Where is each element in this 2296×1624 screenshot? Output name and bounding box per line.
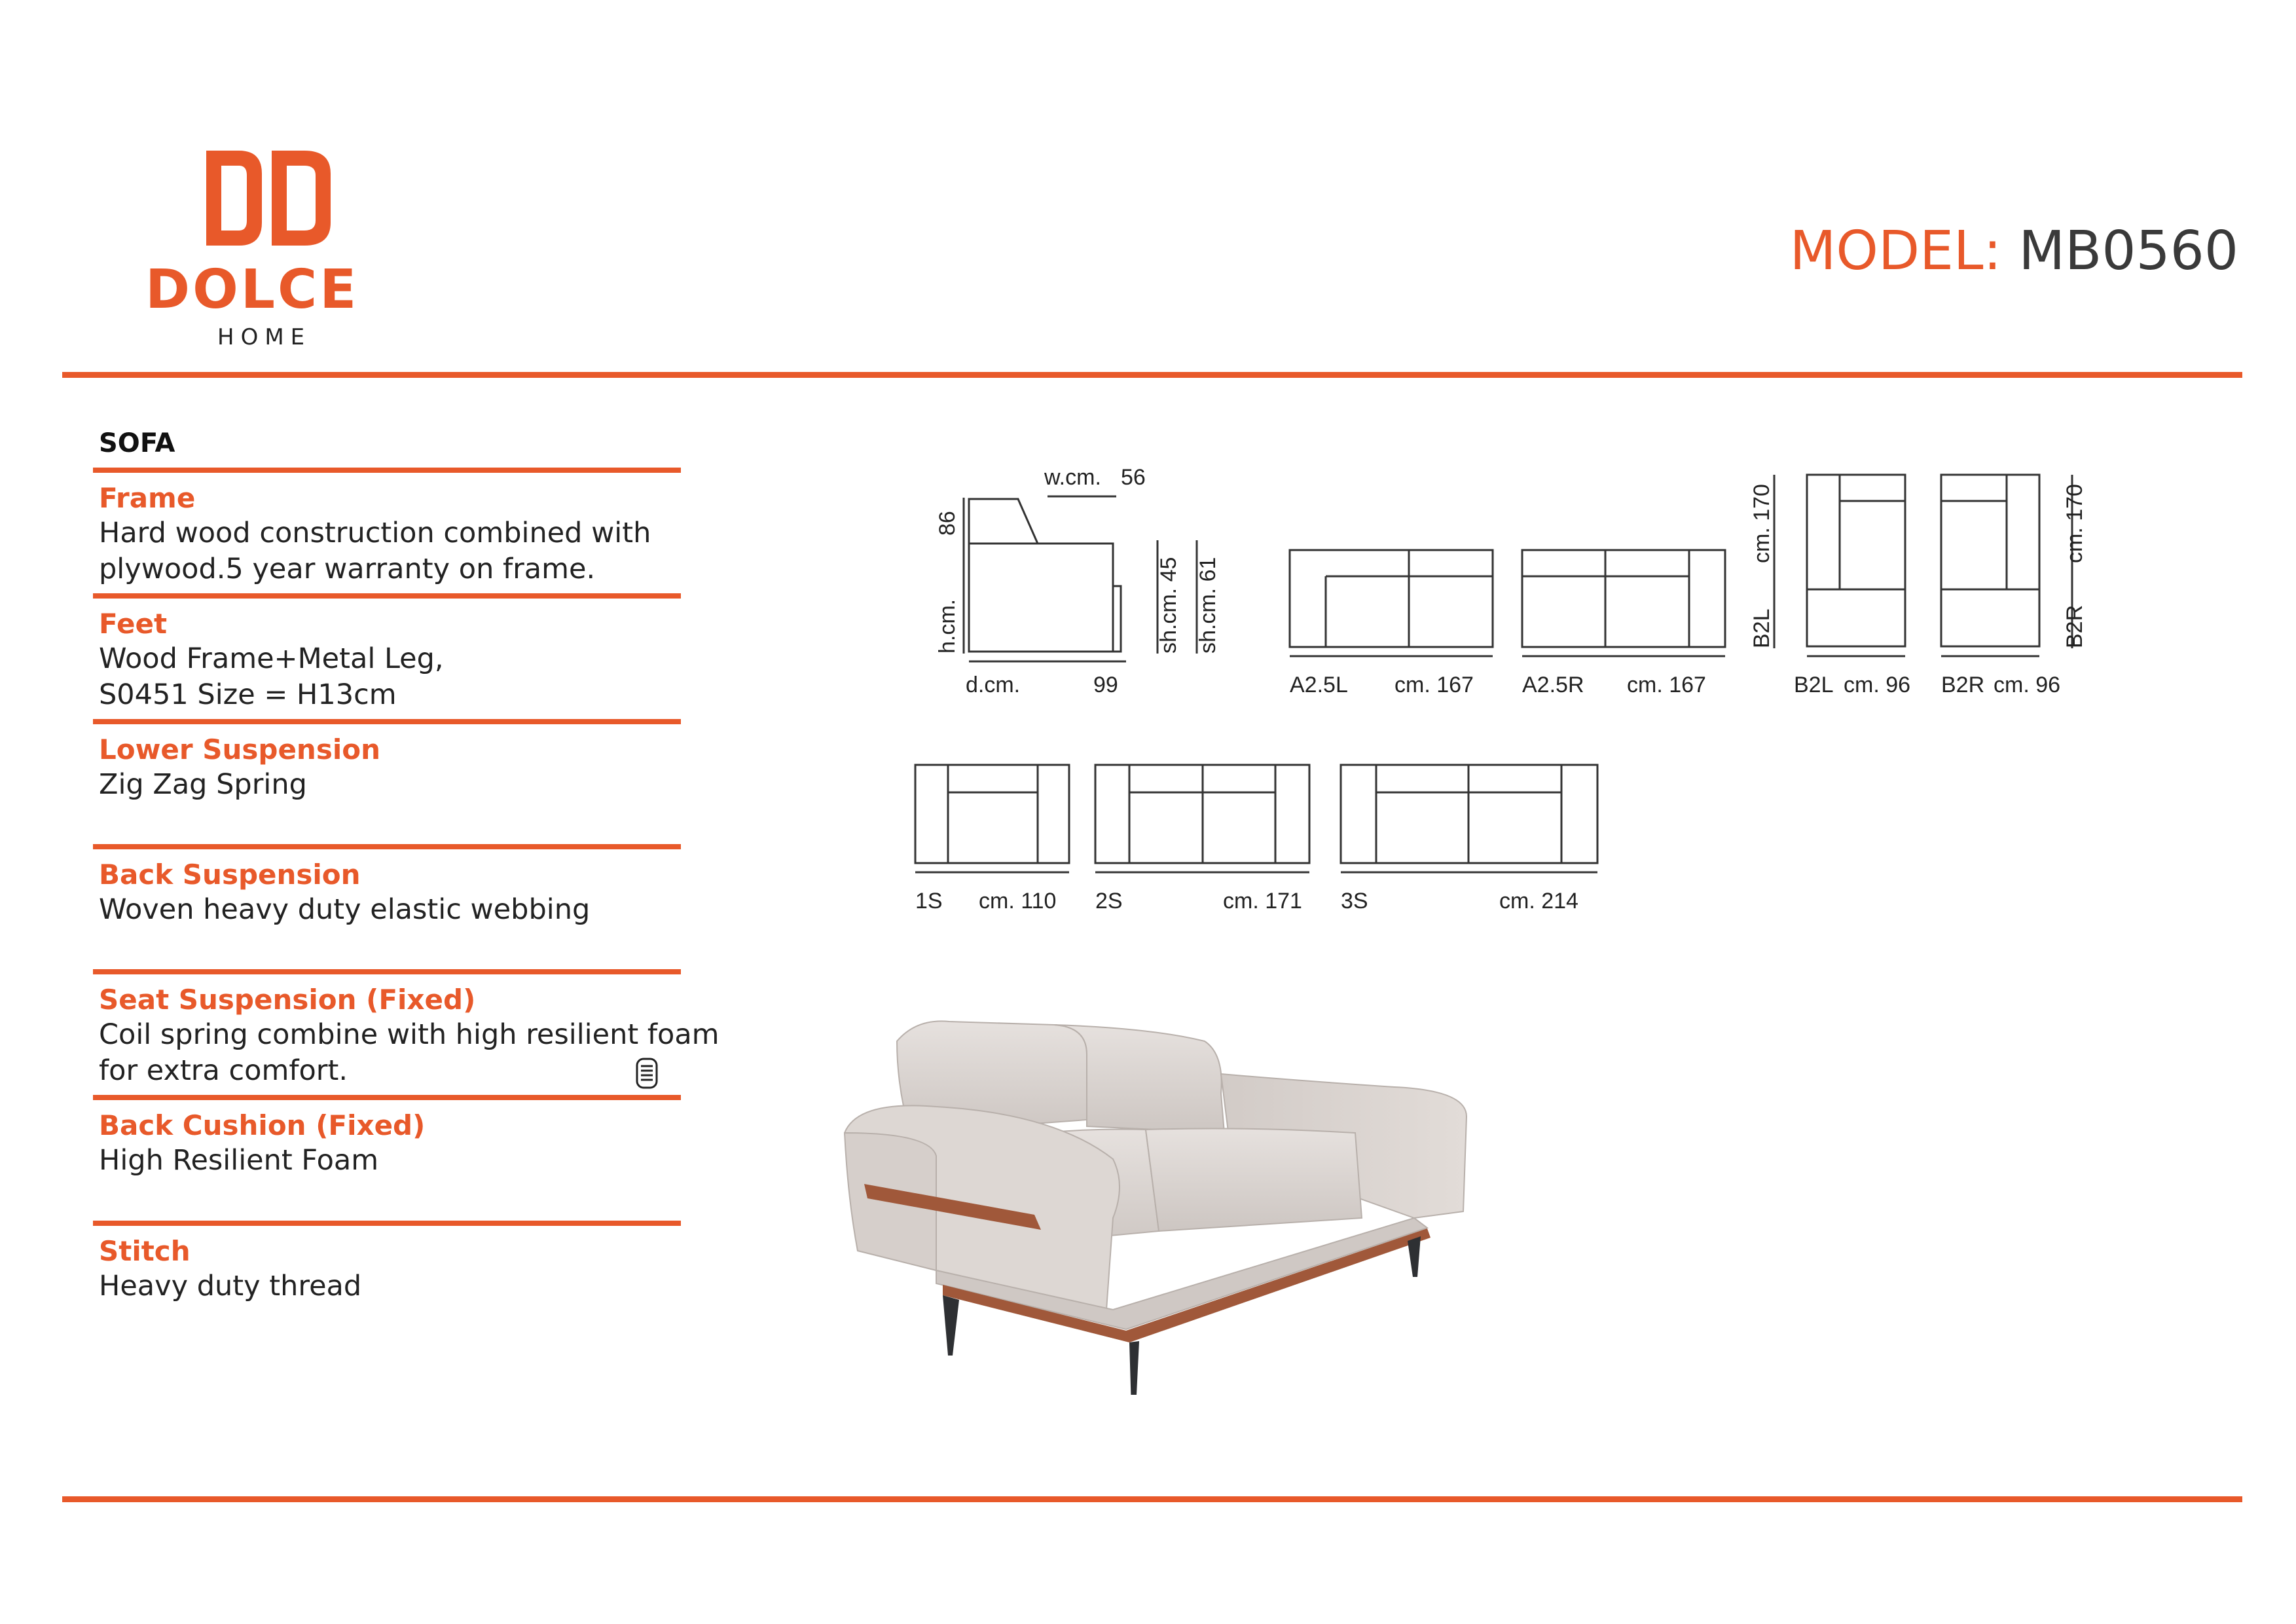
module-code: B2R xyxy=(1941,673,1985,697)
module-size: cm. 167 xyxy=(1394,673,1474,697)
spec-text-seat-suspension-1: Coil spring combine with high resilient foam xyxy=(99,1018,720,1051)
module-3s-drawing xyxy=(1341,765,1597,872)
module-b2r-drawing xyxy=(1941,475,2072,656)
model-heading xyxy=(1790,220,2238,282)
dimension-drawings xyxy=(903,458,2147,930)
spec-divider xyxy=(93,1095,681,1100)
module-code: A2.5L xyxy=(1290,673,1348,697)
module-code: B2L xyxy=(1749,608,1774,648)
dim-seat-height-2: sh.cm. 61 xyxy=(1195,557,1220,654)
spec-title-back-cushion: Back Cushion (Fixed) xyxy=(99,1109,426,1141)
module-code: 1S xyxy=(915,889,943,913)
module-code: A2.5R xyxy=(1522,673,1584,697)
spec-title-feet: Feet xyxy=(99,608,168,640)
spec-divider xyxy=(93,969,681,974)
module-size: cm. 96 xyxy=(1844,673,1911,697)
model-code: MB0560 xyxy=(2018,220,2238,282)
module-code: 2S xyxy=(1095,889,1123,913)
module-code: B2L xyxy=(1794,673,1834,697)
spec-title-stitch: Stitch xyxy=(99,1235,191,1267)
module-1s-drawing xyxy=(915,765,1069,872)
module-a25r-drawing xyxy=(1522,550,1725,656)
spec-text-feet-2: S0451 Size = H13cm xyxy=(99,678,397,711)
spec-title-back-suspension: Back Suspension xyxy=(99,858,361,891)
spec-text-back-cushion: High Resilient Foam xyxy=(99,1144,379,1177)
module-length: cm. 170 xyxy=(1749,484,1774,563)
module-code: 3S xyxy=(1341,889,1368,913)
spec-text-back-suspension: Woven heavy duty elastic webbing xyxy=(99,893,591,926)
spec-text-stitch: Heavy duty thread xyxy=(99,1270,362,1302)
spec-text-seat-suspension-2: for extra comfort. xyxy=(99,1054,348,1087)
brand-logo xyxy=(137,147,399,357)
module-length: cm. 170 xyxy=(2062,484,2087,563)
dim-depth-label: d.cm. xyxy=(966,673,1021,697)
coil-spring-icon xyxy=(635,1057,659,1090)
spec-divider xyxy=(93,468,681,473)
module-size: cm. 110 xyxy=(979,889,1057,913)
module-size: cm. 167 xyxy=(1627,673,1706,697)
model-label: MODEL: xyxy=(1789,220,2002,282)
spec-divider xyxy=(93,593,681,599)
module-size: cm. 171 xyxy=(1223,889,1302,913)
dim-width-value: 56 xyxy=(1121,465,1146,490)
spec-text-frame-1: Hard wood construction combined with xyxy=(99,517,651,549)
category-label: SOFA xyxy=(99,428,175,458)
dim-seat-height-1: sh.cm. 45 xyxy=(1156,557,1181,654)
sofa-leg xyxy=(1408,1236,1421,1277)
spec-divider xyxy=(93,844,681,849)
spec-text-frame-2: plywood.5 year warranty on frame. xyxy=(99,553,596,585)
dim-height-label: h.cm. xyxy=(935,599,960,654)
spec-divider xyxy=(93,1221,681,1226)
spec-text-lower-suspension: Zig Zag Spring xyxy=(99,768,307,801)
module-a25l-drawing xyxy=(1290,550,1493,656)
module-code: B2R xyxy=(2062,604,2087,648)
brand-sub: HOME xyxy=(217,324,312,350)
brand-name: DOLCE xyxy=(145,259,359,321)
module-size: cm. 96 xyxy=(1994,673,2061,697)
module-size: cm. 214 xyxy=(1499,889,1578,913)
spec-title-frame: Frame xyxy=(99,482,196,514)
dim-width-label: w.cm. xyxy=(1044,465,1101,490)
spec-divider xyxy=(93,719,681,724)
sofa-product-image xyxy=(838,1002,1480,1395)
sofa-leg xyxy=(1129,1341,1139,1395)
module-2s-drawing xyxy=(1095,765,1309,872)
dim-height-value: 86 xyxy=(935,511,960,536)
spec-title-seat-suspension: Seat Suspension (Fixed) xyxy=(99,984,476,1016)
sofa-leg xyxy=(943,1295,959,1356)
spec-text-feet-1: Wood Frame+Metal Leg, xyxy=(99,642,444,675)
module-b2l-drawing xyxy=(1774,475,1905,656)
dim-depth-value: 99 xyxy=(1093,673,1118,697)
footer-divider xyxy=(62,1496,2242,1502)
dd-monogram-logo xyxy=(203,147,334,252)
header-divider xyxy=(62,372,2242,378)
spec-title-lower-suspension: Lower Suspension xyxy=(99,733,380,766)
